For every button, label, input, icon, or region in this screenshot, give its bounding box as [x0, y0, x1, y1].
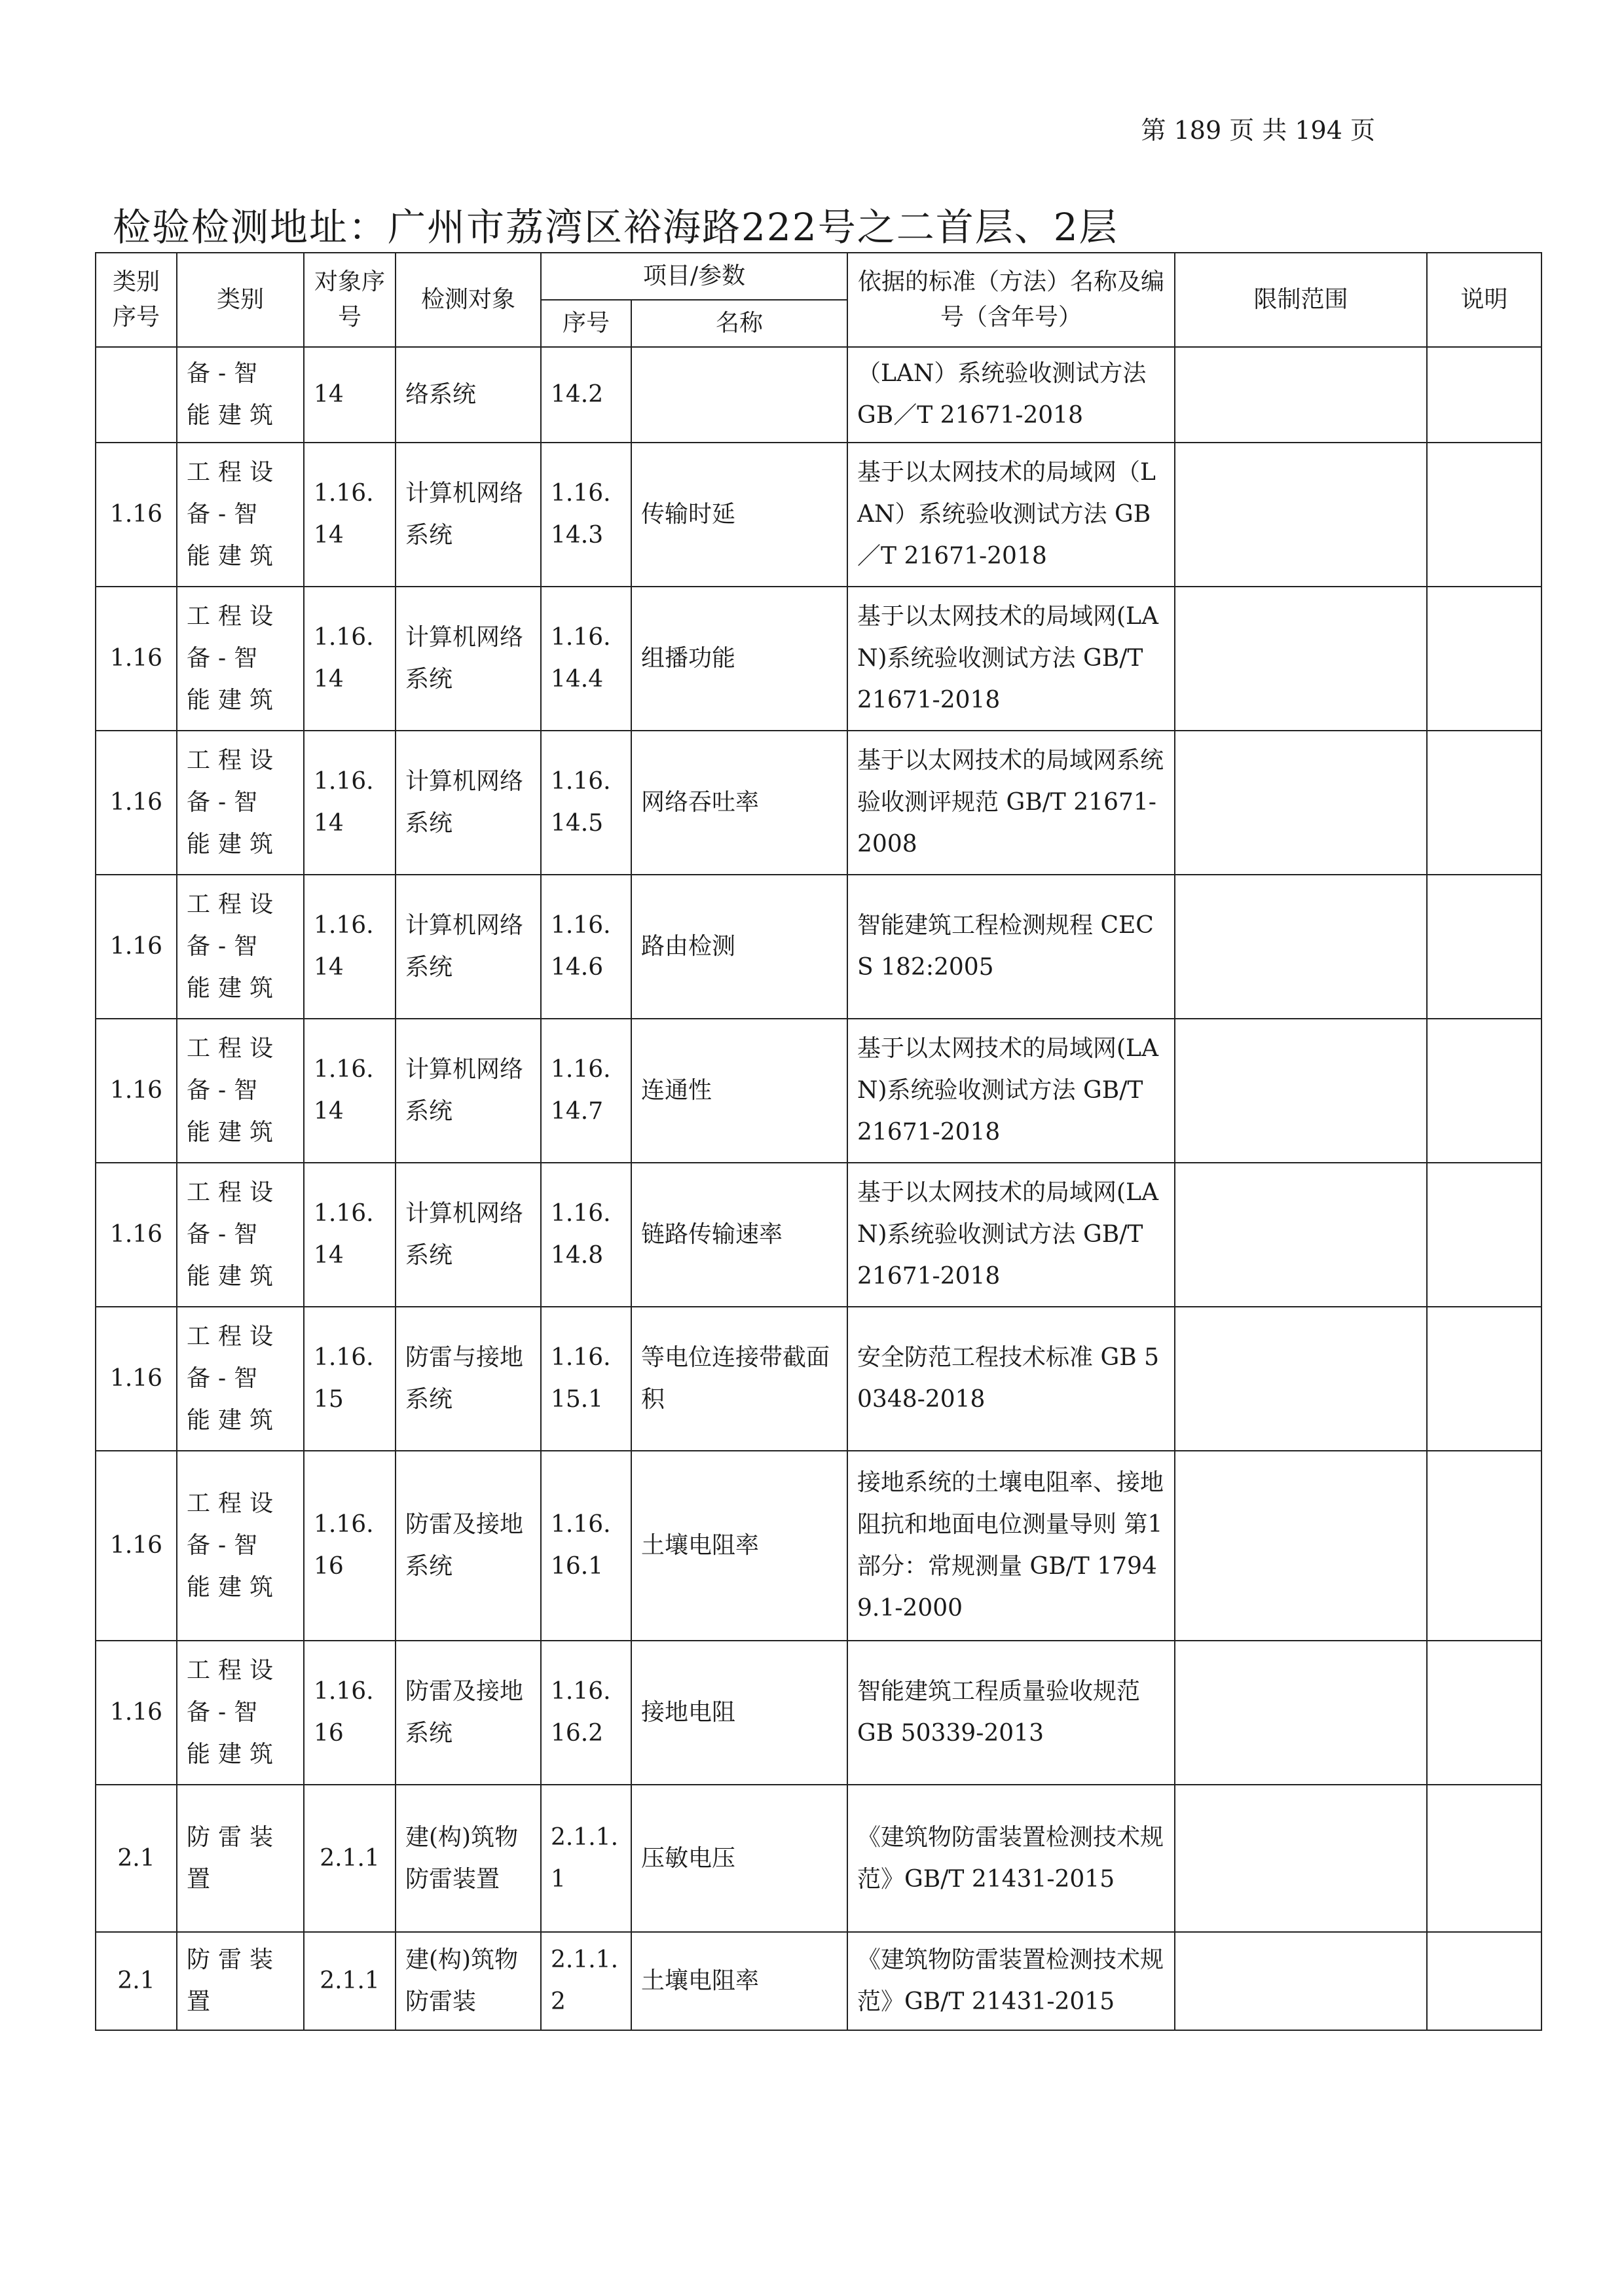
cell-category: 防雷装置: [177, 1785, 304, 1932]
cell-limit: [1175, 1019, 1427, 1163]
cell-cat-no: 2.1: [96, 1932, 177, 2030]
cell-note: [1427, 443, 1541, 587]
cell-item-no: 1.16.16.1: [541, 1451, 631, 1641]
cell-limit: [1175, 1307, 1427, 1451]
cell-cat-no: 1.16: [96, 1451, 177, 1641]
cell-note: [1427, 1641, 1541, 1785]
cell-cat-no: [96, 347, 177, 443]
header-cat-no: 类别序号: [96, 253, 177, 347]
cell-category: 工程设备-智能建筑: [177, 1641, 304, 1785]
cell-item-no: 2.1.1.1: [541, 1785, 631, 1932]
cell-item-no: 1.16.14.5: [541, 731, 631, 875]
cell-item-name: 传输时延: [631, 443, 847, 587]
cell-category: 工程设备-智能建筑: [177, 587, 304, 731]
cell-note: [1427, 875, 1541, 1019]
cell-standard: 《建筑物防雷装置检测技术规范》GB/T 21431-2015: [847, 1932, 1175, 2030]
cell-note: [1427, 1019, 1541, 1163]
cell-obj: 计算机网络系统: [396, 443, 541, 587]
cell-standard: 基于以太网技术的局域网(LAN)系统验收测试方法 GB/T 21671-2018: [847, 1163, 1175, 1307]
cell-cat-no: 1.16: [96, 443, 177, 587]
cell-cat-no: 1.16: [96, 731, 177, 875]
cell-standard: 接地系统的土壤电阻率、接地阻抗和地面电位测量导则 第1部分：常规测量 GB/T 17949.1-2000: [847, 1451, 1175, 1641]
header-standard: 依据的标准（方法）名称及编号（含年号）: [847, 253, 1175, 347]
table-row: [96, 1163, 1541, 1307]
cell-item-name: 连通性: [631, 1019, 847, 1163]
cell-note: [1427, 1163, 1541, 1307]
cell-item-no: 1.16.14.7: [541, 1019, 631, 1163]
cell-item-no: 2.1.1.2: [541, 1932, 631, 2030]
cell-item-name: 网络吞吐率: [631, 731, 847, 875]
table-row: [96, 1785, 1541, 1932]
cell-item-no: 14.2: [541, 347, 631, 443]
cell-limit: [1175, 587, 1427, 731]
cell-item-no: 1.16.14.3: [541, 443, 631, 587]
cell-item-name: 链路传输速率: [631, 1163, 847, 1307]
cell-note: [1427, 587, 1541, 731]
inspection-address: 检验检测地址：广州市荔湾区裕海路222号之二首层、2层: [113, 205, 1118, 249]
cell-obj: 防雷及接地系统: [396, 1451, 541, 1641]
table-row: [96, 1641, 1541, 1785]
cell-standard: 智能建筑工程质量验收规范 GB 50339-2013: [847, 1641, 1175, 1785]
cell-obj: 计算机网络系统: [396, 1019, 541, 1163]
cell-cat-no: 2.1: [96, 1785, 177, 1932]
cell-limit: [1175, 1451, 1427, 1641]
cell-obj-no: 1.16.14: [304, 443, 396, 587]
cell-obj-no: 1.16.14: [304, 731, 396, 875]
cell-item-no: 1.16.14.4: [541, 587, 631, 731]
cell-obj-no: 1.16.14: [304, 1163, 396, 1307]
table-row: [96, 347, 1541, 443]
cell-category: 工程设备-智能建筑: [177, 875, 304, 1019]
cell-category: 工程设备-智能建筑: [177, 1307, 304, 1451]
cell-cat-no: 1.16: [96, 875, 177, 1019]
scope-table: [95, 252, 1542, 2031]
header-item-no: 序号: [541, 300, 631, 347]
cell-obj: 建(构)筑物防雷装: [396, 1932, 541, 2030]
cell-limit: [1175, 875, 1427, 1019]
cell-item-no: 1.16.14.8: [541, 1163, 631, 1307]
cell-obj-no: 1.16.14: [304, 875, 396, 1019]
table-row: [96, 875, 1541, 1019]
cell-standard: 基于以太网技术的局域网系统验收测评规范 GB/T 21671-2008: [847, 731, 1175, 875]
cell-category: 工程设备-智能建筑: [177, 1451, 304, 1641]
cell-obj: 建(构)筑物防雷装置: [396, 1785, 541, 1932]
cell-standard: 安全防范工程技术标准 GB 50348-2018: [847, 1307, 1175, 1451]
cell-standard: 基于以太网技术的局域网(LAN)系统验收测试方法 GB/T 21671-2018: [847, 587, 1175, 731]
cell-item-name: 土壤电阻率: [631, 1932, 847, 2030]
cell-standard: 基于以太网技术的局域网（LAN）系统验收测试方法 GB／T 21671-2018: [847, 443, 1175, 587]
cell-obj-no: 2.1.1: [304, 1785, 396, 1932]
header-obj: 检测对象: [396, 253, 541, 347]
cell-note: [1427, 1785, 1541, 1932]
cell-item-no: 1.16.15.1: [541, 1307, 631, 1451]
cell-cat-no: 1.16: [96, 1163, 177, 1307]
table-row: [96, 1451, 1541, 1641]
cell-obj-no: 14: [304, 347, 396, 443]
cell-item-name: 等电位连接带截面积: [631, 1307, 847, 1451]
cell-limit: [1175, 1163, 1427, 1307]
table-row: [96, 587, 1541, 731]
cell-limit: [1175, 443, 1427, 587]
page-number: 第 189 页 共 194 页: [1141, 116, 1375, 145]
cell-item-name: 接地电阻: [631, 1641, 847, 1785]
cell-obj-no: 1.16.14: [304, 587, 396, 731]
cell-item-name: [631, 347, 847, 443]
header-note: 说明: [1427, 253, 1541, 347]
cell-obj-no: 1.16.16: [304, 1641, 396, 1785]
cell-standard: （LAN）系统验收测试方法 GB／T 21671-2018: [847, 347, 1175, 443]
cell-standard: 基于以太网技术的局域网(LAN)系统验收测试方法 GB/T 21671-2018: [847, 1019, 1175, 1163]
cell-category: 工程设备-智能建筑: [177, 443, 304, 587]
cell-limit: [1175, 347, 1427, 443]
cell-obj-no: 1.16.16: [304, 1451, 396, 1641]
table-row: [96, 443, 1541, 587]
table-row: [96, 1019, 1541, 1163]
cell-obj: 防雷及接地系统: [396, 1641, 541, 1785]
cell-cat-no: 1.16: [96, 587, 177, 731]
cell-cat-no: 1.16: [96, 1641, 177, 1785]
cell-cat-no: 1.16: [96, 1307, 177, 1451]
cell-obj: 计算机网络系统: [396, 1163, 541, 1307]
cell-item-no: 1.16.14.6: [541, 875, 631, 1019]
cell-category: 工程设备-智能建筑: [177, 731, 304, 875]
cell-item-name: 组播功能: [631, 587, 847, 731]
cell-limit: [1175, 731, 1427, 875]
cell-obj: 计算机网络系统: [396, 731, 541, 875]
cell-item-no: 1.16.16.2: [541, 1641, 631, 1785]
cell-obj: 计算机网络系统: [396, 587, 541, 731]
cell-note: [1427, 1932, 1541, 2030]
cell-standard: 智能建筑工程检测规程 CECS 182:2005: [847, 875, 1175, 1019]
cell-note: [1427, 731, 1541, 875]
cell-standard: 《建筑物防雷装置检测技术规范》GB/T 21431-2015: [847, 1785, 1175, 1932]
cell-note: [1427, 1451, 1541, 1641]
cell-item-name: 土壤电阻率: [631, 1451, 847, 1641]
cell-obj-no: 1.16.15: [304, 1307, 396, 1451]
cell-category: 防雷装置: [177, 1932, 304, 2030]
cell-cat-no: 1.16: [96, 1019, 177, 1163]
header-limit: 限制范围: [1175, 253, 1427, 347]
cell-item-name: 路由检测: [631, 875, 847, 1019]
header-item-name: 名称: [631, 300, 847, 347]
cell-item-name: 压敏电压: [631, 1785, 847, 1932]
cell-limit: [1175, 1932, 1427, 2030]
cell-obj-no: 1.16.14: [304, 1019, 396, 1163]
cell-obj: 防雷与接地系统: [396, 1307, 541, 1451]
cell-category: 工程设备-智能建筑: [177, 1163, 304, 1307]
table-row: [96, 731, 1541, 875]
cell-category: 备-智能建筑: [177, 347, 304, 443]
cell-limit: [1175, 1785, 1427, 1932]
table-row: [96, 1307, 1541, 1451]
cell-category: 工程设备-智能建筑: [177, 1019, 304, 1163]
header-obj-no: 对象序号: [304, 253, 396, 347]
table-row: [96, 1932, 1541, 2030]
cell-obj: 计算机网络系统: [396, 875, 541, 1019]
cell-obj: 络系统: [396, 347, 541, 443]
cell-note: [1427, 1307, 1541, 1451]
cell-obj-no: 2.1.1: [304, 1932, 396, 2030]
header-item-group: 项目/参数: [541, 253, 847, 300]
cell-note: [1427, 347, 1541, 443]
cell-limit: [1175, 1641, 1427, 1785]
header-category: 类别: [177, 253, 304, 347]
